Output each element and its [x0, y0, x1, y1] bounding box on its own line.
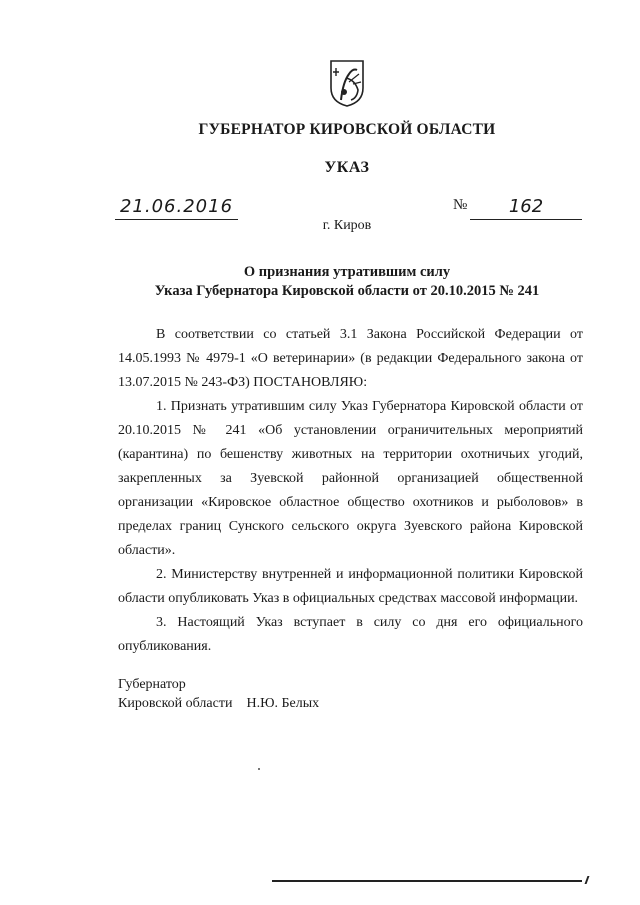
issuer-title: ГУБЕРНАТОР КИРОВСКОЙ ОБЛАСТИ [198, 121, 496, 138]
city: г. Киров [322, 218, 372, 233]
document-heading [0, 263, 640, 301]
bottom-rule [272, 880, 582, 882]
signature-block [118, 675, 319, 713]
coat-of-arms-icon [327, 58, 367, 108]
signatory-name: Н.Ю. Белых [246, 696, 320, 711]
paragraph-item-3: 3. Настоящий Указ вступает в силу со дня его официального опубликования. [118, 615, 583, 654]
signatory-title: Губернатор [118, 677, 186, 692]
number-label: № [453, 197, 468, 213]
paragraph-item-2: 2. Министерству внутренней и информационной политики Кировской области опубликовать Указ в официальных средствах массовой информации. [118, 567, 583, 606]
heading-line-2: Указа Губернатора Кировской области от 20.10.2015 № 241 [154, 283, 540, 299]
document-date: 21.06.2016 [115, 195, 238, 220]
document-type: УКАЗ [324, 159, 370, 176]
heading-line-1: О признания утратившим силу [243, 264, 451, 280]
signatory-region: Кировской области [118, 696, 233, 711]
scan-speck [258, 768, 260, 770]
paragraph-item-1: 1. Признать утратившим силу Указ Губернатора Кировской области от 20.10.2015 № 241 «Об установлении ограничительных мероприятий (карантина) по бешенству животных на территории охотничьих угодий, закрепленных за Зуевской районной организацией общественной организации «Кировское областное общество охотников и рыболовов» в пределах границ Сунского сельского округа Зуевского района Кировской области». [118, 399, 583, 558]
document-number: 162 [470, 195, 582, 220]
bottom-rule-tip [577, 876, 590, 884]
document-body [118, 323, 583, 659]
paragraph-preamble: В соответствии со статьей 3.1 Закона Российской Федерации от 14.05.1993 № 4979-1 «О ветеринарии» (в редакции Федерального закона от 13.07.2015 № 243-ФЗ) ПОСТАНОВЛЯЮ: [118, 327, 583, 390]
